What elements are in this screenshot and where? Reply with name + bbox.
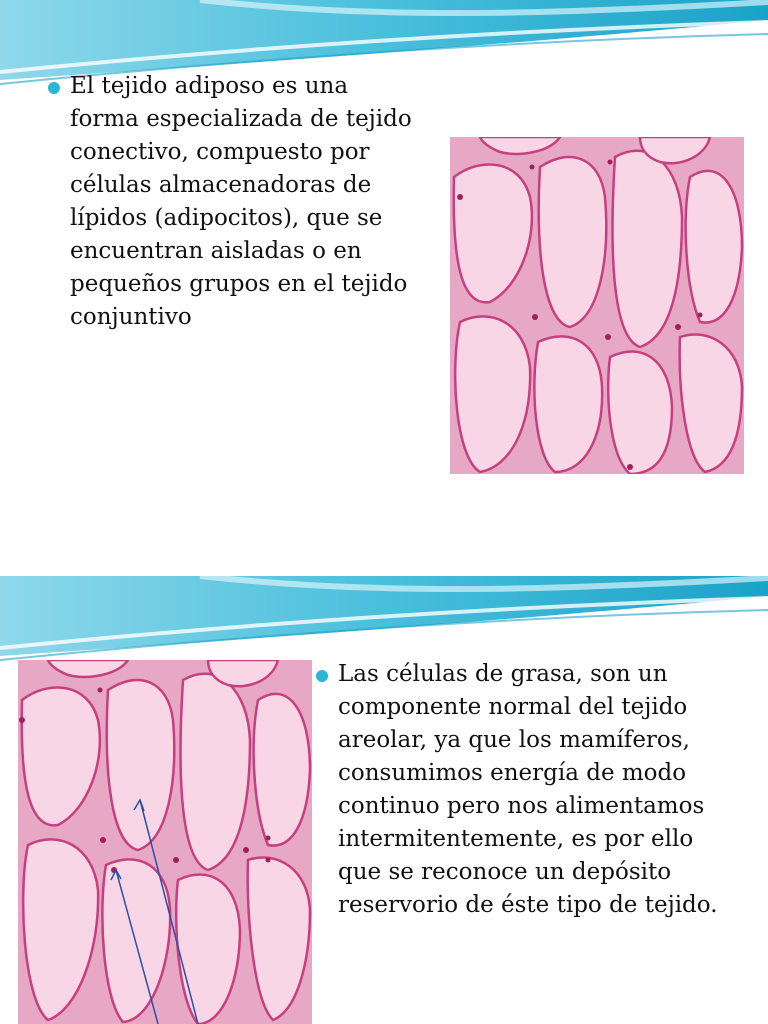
header-wave-decoration bbox=[0, 576, 768, 666]
adipose-tissue-micrograph-with-arrows bbox=[18, 660, 312, 1024]
slide2-bullet-text: Las células de grasa, son un componente normal del tejido areolar, ya que los mamíferos, consumimos energía de modo continuo pero nos alimentamos intermitentemente, es por ello que se reconoce un depósito reservorio de éste tipo de tejido. bbox=[338, 661, 718, 918]
adipose-tissue-micrograph bbox=[450, 137, 744, 474]
slide-2 bbox=[0, 576, 768, 1024]
slide1-bullet-text: El tejido adiposo es una forma especializada de tejido conectivo, compuesto por células almacenadoras de lípidos (adipocitos), que se encuentran aisladas o en pequeños grupos en el tejido conjuntivo bbox=[70, 73, 412, 330]
bullet-icon bbox=[48, 82, 60, 94]
bullet-icon bbox=[316, 670, 328, 682]
